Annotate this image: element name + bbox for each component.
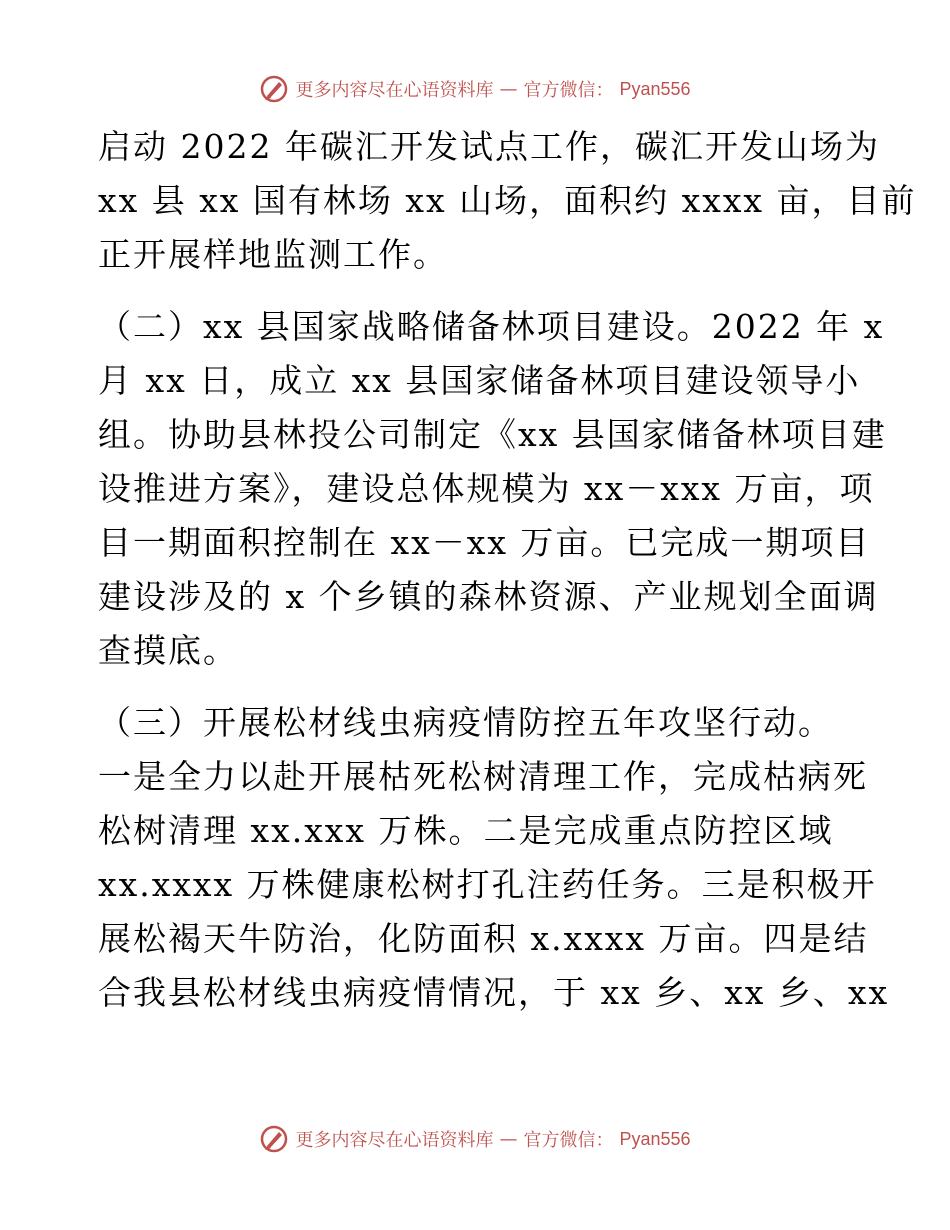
- text-line: 一是全力以赴开展枯死松树清理工作，完成枯病死: [98, 757, 868, 796]
- header-watermark: [0, 74, 950, 104]
- text-line: 查摸底。: [98, 631, 238, 670]
- pen-logo-icon: [259, 1124, 289, 1154]
- text-line: 设推进方案》，建设总体规模为 xx－xxx 万亩，项: [98, 469, 875, 508]
- text-line: 合我县松材线虫病疫情情况，于 xx 乡、xx 乡、xx: [98, 973, 890, 1012]
- text-line: xx 县 xx 国有林场 xx 山场，面积约 xxxx 亩，目前: [98, 181, 917, 220]
- text-line: 正开展样地监测工作。: [98, 235, 448, 274]
- watermark-text: 更多内容尽在心语资料库: [295, 80, 494, 101]
- text-line: 组。协助县林投公司制定《xx 县国家储备林项目建: [98, 415, 887, 454]
- watermark-label: 官方微信：: [523, 80, 614, 101]
- text-line: （三）开展松材线虫病疫情防控五年攻坚行动。: [98, 703, 833, 742]
- document-body: [98, 120, 917, 1020]
- text-line: 目一期面积控制在 xx－xx 万亩。已完成一期项目: [98, 523, 871, 562]
- paragraph-3: [98, 696, 890, 1020]
- text-line: 松树清理 xx.xxx 万株。二是完成重点防控区域: [98, 811, 834, 850]
- footer-watermark: [0, 1124, 950, 1154]
- pen-logo-icon: [259, 74, 289, 104]
- text-line: 展松褐天牛防治，化防面积 x.xxxx 万亩。四是结: [98, 919, 869, 958]
- watermark-label: 官方微信：: [523, 1130, 614, 1151]
- paragraph-1: [98, 120, 917, 282]
- text-line: 启动 2022 年碳汇开发试点工作，碳汇开发山场为: [98, 127, 880, 166]
- watermark-id: Pyan556: [619, 1128, 691, 1149]
- watermark-separator: —: [499, 1128, 518, 1150]
- text-line: 月 xx 日，成立 xx 县国家储备林项目建设领导小: [98, 361, 861, 400]
- watermark-text: 更多内容尽在心语资料库: [295, 1130, 494, 1151]
- text-line: xx.xxxx 万株健康松树打孔注药任务。三是积极开: [98, 865, 877, 904]
- text-line: 建设涉及的 x 个乡镇的森林资源、产业规划全面调: [98, 577, 879, 616]
- paragraph-2: [98, 300, 887, 678]
- text-line: （二）xx 县国家战略储备林项目建设。2022 年 x: [98, 307, 885, 346]
- watermark-id: Pyan556: [619, 78, 691, 99]
- watermark-separator: —: [499, 78, 518, 100]
